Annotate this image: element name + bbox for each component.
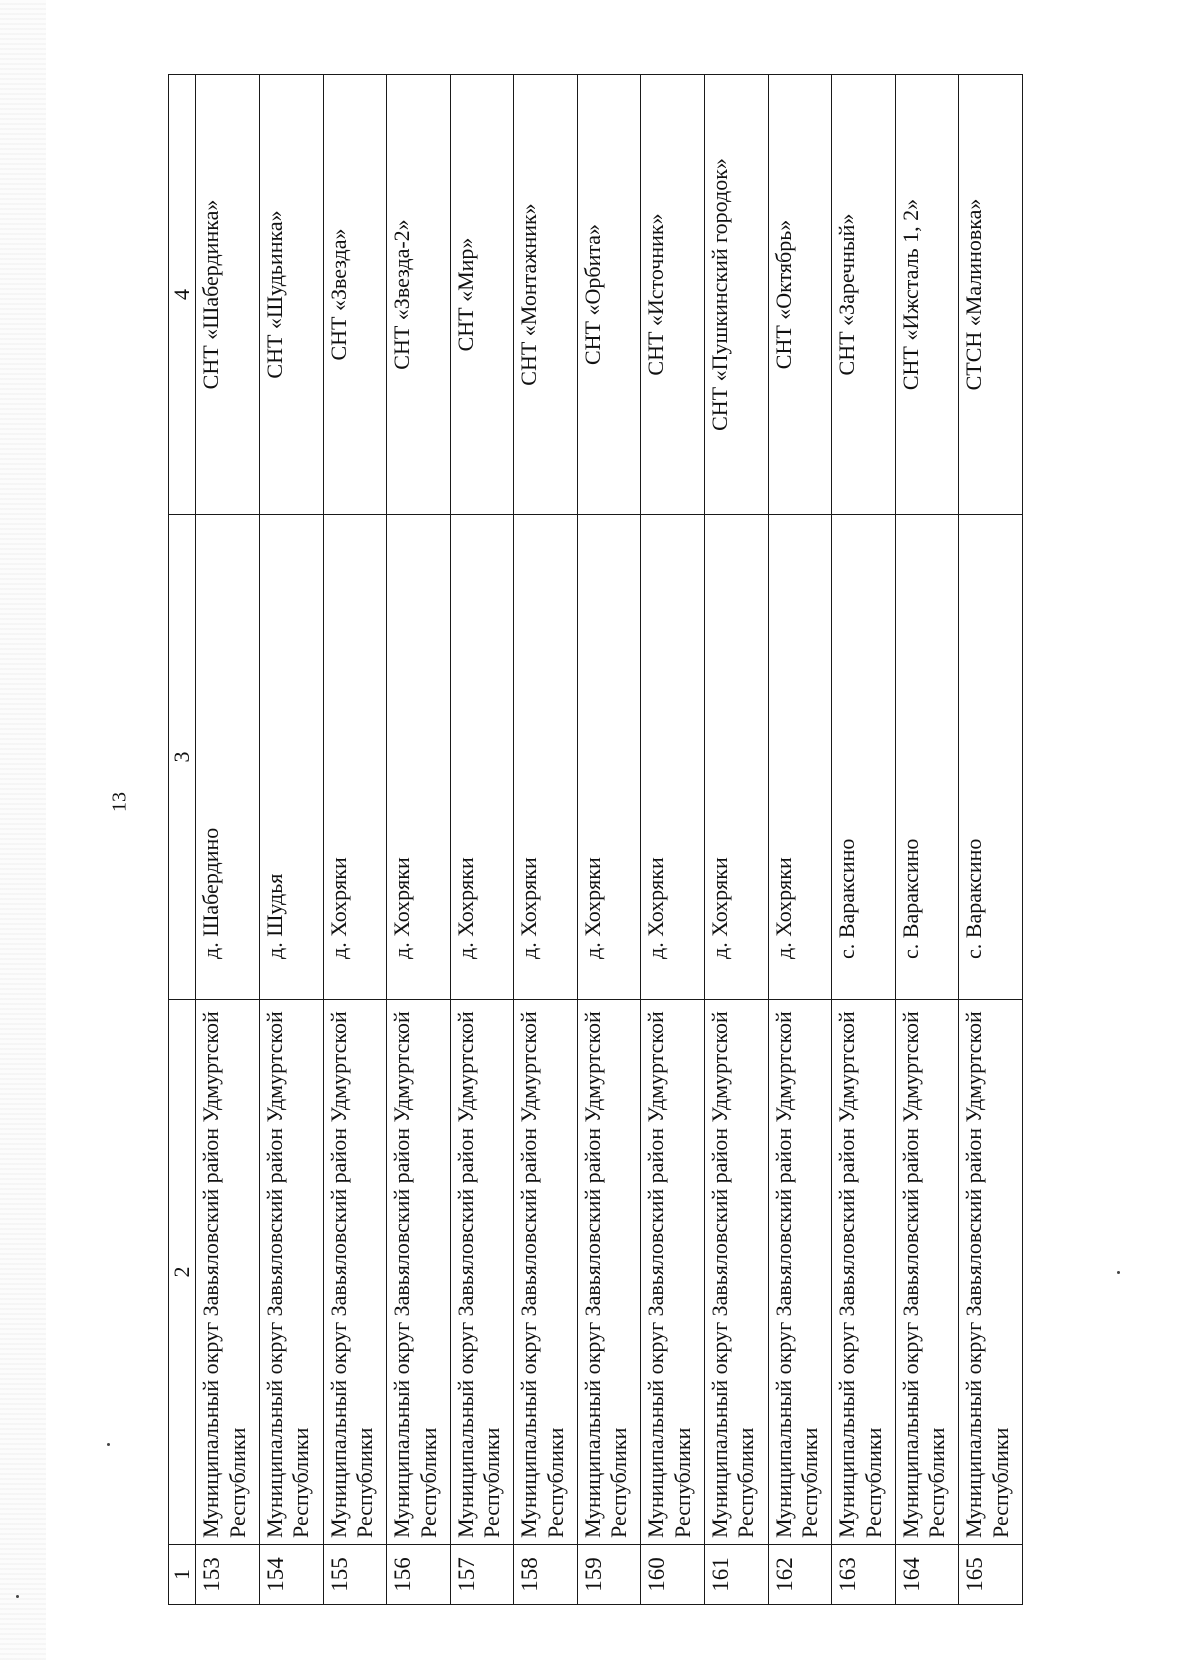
settlement-cell: с. Вараксино	[895, 515, 959, 1000]
row-number: 156	[387, 1545, 451, 1605]
table-row	[387, 75, 451, 1605]
stray-dot	[107, 1443, 110, 1446]
table-row	[895, 75, 959, 1605]
table-row	[323, 75, 387, 1605]
partnership-cell: СНТ «Заречный»	[832, 75, 896, 515]
stray-dot	[1117, 1271, 1120, 1274]
settlement-cell: с. Вараксино	[832, 515, 896, 1000]
settlement-cell: д. Хохряки	[514, 515, 578, 1000]
column-header-2: 2	[169, 1000, 196, 1545]
row-number: 160	[641, 1545, 705, 1605]
partnership-cell: СНТ «Звезда»	[323, 75, 387, 515]
table-header-row	[169, 75, 196, 1605]
row-number: 158	[514, 1545, 578, 1605]
table-row	[768, 75, 832, 1605]
settlements-table	[168, 74, 1023, 1605]
settlement-cell: д. Хохряки	[450, 515, 514, 1000]
settlement-cell: д. Хохряки	[577, 515, 641, 1000]
district-cell: Муниципальный округ Завьяловский район Удмуртской Республики	[387, 1000, 451, 1545]
column-header-1: 1	[169, 1545, 196, 1605]
settlement-cell: с. Вараксино	[959, 515, 1023, 1000]
row-number: 155	[323, 1545, 387, 1605]
partnership-cell: СНТ «Орбита»	[577, 75, 641, 515]
table-row	[641, 75, 705, 1605]
row-number: 154	[259, 1545, 323, 1605]
partnership-cell: СНТ «Ижсталь 1, 2»	[895, 75, 959, 515]
row-number: 161	[705, 1545, 769, 1605]
row-number: 157	[450, 1545, 514, 1605]
row-number: 159	[577, 1545, 641, 1605]
row-number: 162	[768, 1545, 832, 1605]
row-number: 165	[959, 1545, 1023, 1605]
settlement-cell: д. Шудья	[259, 515, 323, 1000]
partnership-cell: СНТ «Источник»	[641, 75, 705, 515]
district-cell: Муниципальный округ Завьяловский район Удмуртской Республики	[832, 1000, 896, 1545]
row-number: 163	[832, 1545, 896, 1605]
partnership-cell: СНТ «Пушкинский городок»	[705, 75, 769, 515]
district-cell: Муниципальный округ Завьяловский район Удмуртской Республики	[196, 1000, 260, 1545]
partnership-cell: СТСН «Малиновка»	[959, 75, 1023, 515]
district-cell: Муниципальный округ Завьяловский район Удмуртской Республики	[450, 1000, 514, 1545]
district-cell: Муниципальный округ Завьяловский район Удмуртской Республики	[705, 1000, 769, 1545]
district-cell: Муниципальный округ Завьяловский район Удмуртской Республики	[514, 1000, 578, 1545]
district-cell: Муниципальный округ Завьяловский район Удмуртской Республики	[768, 1000, 832, 1545]
table-row	[450, 75, 514, 1605]
column-header-3: 3	[169, 515, 196, 1000]
table-row	[196, 75, 260, 1605]
partnership-cell: СНТ «Шудьинка»	[259, 75, 323, 515]
table-row	[577, 75, 641, 1605]
district-cell: Муниципальный округ Завьяловский район Удмуртской Республики	[895, 1000, 959, 1545]
table-row	[832, 75, 896, 1605]
district-cell: Муниципальный округ Завьяловский район Удмуртской Республики	[259, 1000, 323, 1545]
partnership-cell: СНТ «Монтажник»	[514, 75, 578, 515]
row-number: 153	[196, 1545, 260, 1605]
district-cell: Муниципальный округ Завьяловский район Удмуртской Республики	[577, 1000, 641, 1545]
partnership-cell: СНТ «Шабердинка»	[196, 75, 260, 515]
district-cell: Муниципальный округ Завьяловский район Удмуртской Республики	[959, 1000, 1023, 1545]
table-row	[259, 75, 323, 1605]
partnership-cell: СНТ «Мир»	[450, 75, 514, 515]
table-row	[514, 75, 578, 1605]
table-row	[705, 75, 769, 1605]
row-number: 164	[895, 1545, 959, 1605]
column-header-4: 4	[169, 75, 196, 515]
partnership-cell: СНТ «Звезда-2»	[387, 75, 451, 515]
settlement-cell: д. Хохряки	[387, 515, 451, 1000]
partnership-cell: СНТ «Октябрь»	[768, 75, 832, 515]
page-number: 13	[108, 792, 131, 812]
district-cell: Муниципальный округ Завьяловский район Удмуртской Республики	[323, 1000, 387, 1545]
settlement-cell: д. Шабердино	[196, 515, 260, 1000]
table-body	[196, 75, 1023, 1605]
settlement-cell: д. Хохряки	[641, 515, 705, 1000]
table-row	[959, 75, 1023, 1605]
district-cell: Муниципальный округ Завьяловский район Удмуртской Республики	[641, 1000, 705, 1545]
scan-edge	[0, 0, 46, 1660]
rotated-table-container	[168, 75, 1023, 1605]
settlement-cell: д. Хохряки	[705, 515, 769, 1000]
settlement-cell: д. Хохряки	[768, 515, 832, 1000]
stray-dot	[16, 1595, 19, 1598]
settlement-cell: д. Хохряки	[323, 515, 387, 1000]
